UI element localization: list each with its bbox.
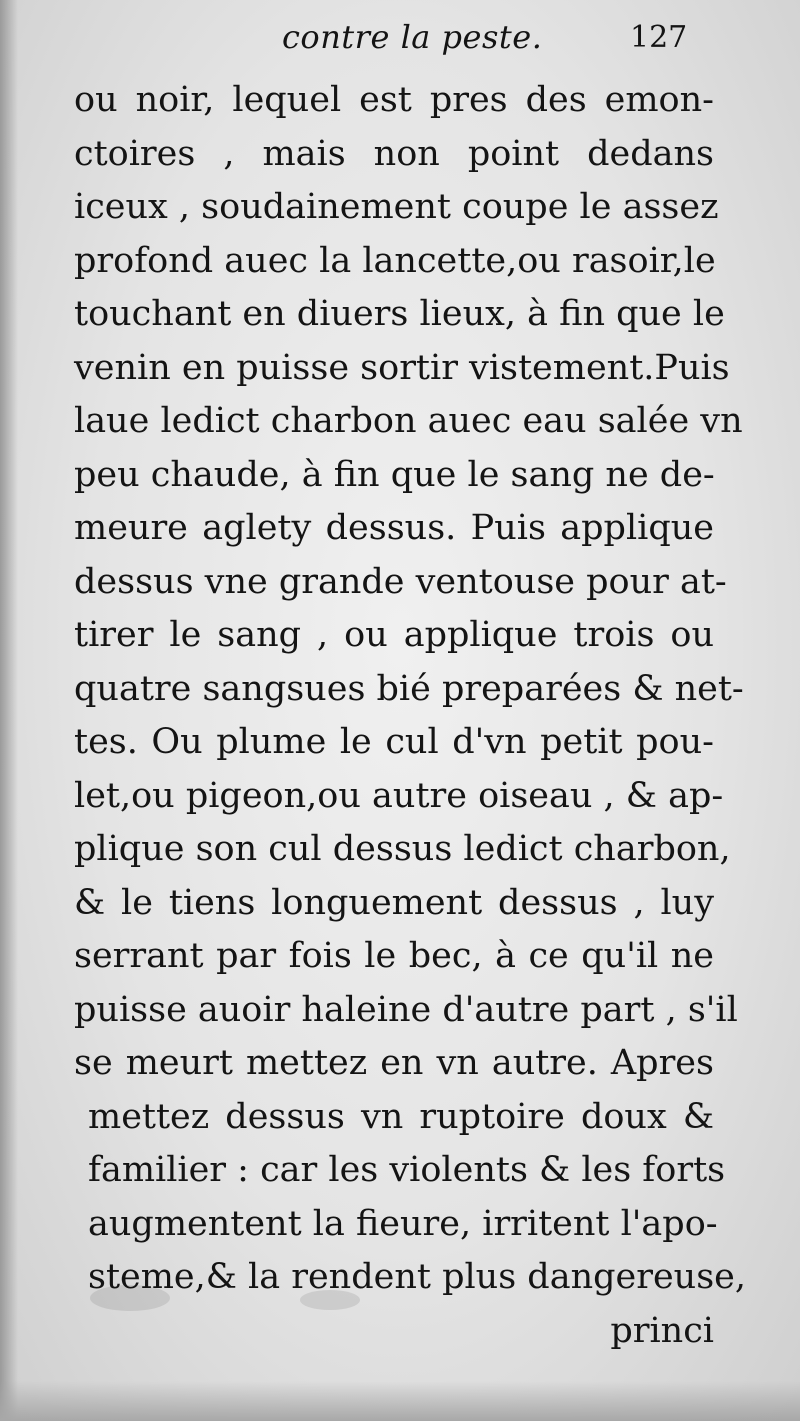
text-line: tirer le sang , ou applique trois ou xyxy=(74,615,714,655)
text-line: profond auec la lancette,ou rasoir,le xyxy=(74,240,716,281)
catchword: princi xyxy=(610,1310,714,1351)
text-line: se meurt mettez en vn autre. Apres xyxy=(74,1043,714,1083)
text-line: ou noir, lequel est pres des emon- xyxy=(74,80,714,120)
text-line: mettez dessus vn ruptoire doux & xyxy=(88,1096,714,1137)
text-line: steme,& la rendent plus dangereuse, xyxy=(88,1257,747,1297)
text-line: quatre sangsues bié preparées & net- xyxy=(74,668,744,709)
page-edge-shadow xyxy=(0,0,18,1421)
text-line: tes. Ou plume le cul d'vn petit pou- xyxy=(74,722,714,762)
text-line: familier : car les violents & les forts xyxy=(88,1150,726,1190)
text-line: touchant en diuers lieux, à fin que le xyxy=(74,294,725,334)
text-line: peu chaude, à fin que le sang ne de- xyxy=(74,454,715,495)
text-line: let,ou pigeon,ou autre oiseau , & ap- xyxy=(74,775,724,816)
text-line: & le tiens longuement dessus , luy xyxy=(74,882,714,923)
page-header xyxy=(0,18,800,62)
text-line: augmentent la fieure, irritent l'apo- xyxy=(88,1203,718,1244)
running-head: contre la peste. xyxy=(282,18,543,56)
text-line: plique son cul dessus ledict charbon, xyxy=(74,829,731,869)
text-line: meure aglety dessus. Puis applique xyxy=(74,508,714,548)
text-line: laue ledict charbon auec eau salée vn xyxy=(74,401,743,441)
text-line: venin en puisse sortir vistement.Puis xyxy=(74,347,730,388)
text-line: ctoires , mais non point dedans xyxy=(74,133,714,174)
text-line: dessus vne grande ventouse pour at- xyxy=(74,561,727,602)
page-number: 127 xyxy=(630,20,688,55)
text-line: puisse auoir haleine d'autre part , s'il xyxy=(74,989,738,1030)
page-bottom-shadow xyxy=(0,1381,800,1421)
text-line: serrant par fois le bec, à ce qu'il ne xyxy=(74,936,714,976)
body-text xyxy=(74,74,747,1358)
text-line: iceux , soudainement coupe le assez xyxy=(74,187,719,227)
